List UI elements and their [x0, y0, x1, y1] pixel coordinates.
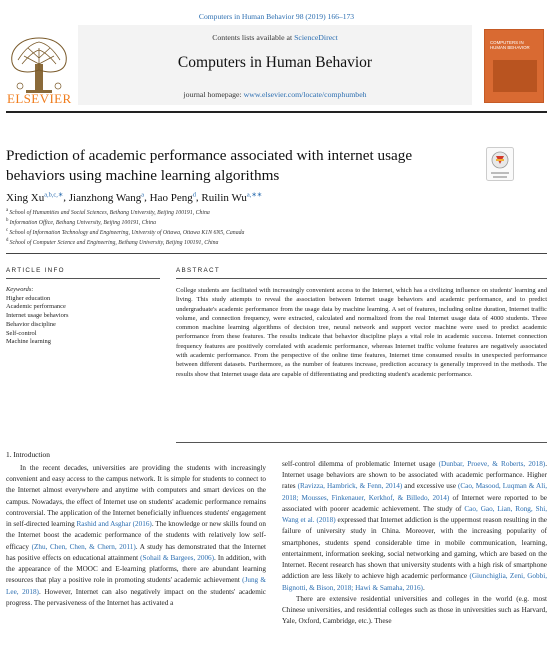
citation-link[interactable]: (Zhu, Chen, Chen, & Chern, 2011) [31, 542, 136, 551]
journal-header [6, 25, 547, 107]
body-text: In the recent decades, universities are providing the students with increasingly convenient and easy access to the campus network. It is simple for students to connect to the Internet almost everywhere and anytime with computers and smart devices on the campus. Nowadays, the effect of Internet use on students' academic performance remains controversial. The application of the Internet beneficially influences students' engagement in self-directed learning [6, 464, 266, 529]
body-paragraph [282, 459, 547, 594]
abstract-divider [176, 278, 547, 279]
cover-title: COMPUTERS IN HUMAN BEHAVIOR [490, 40, 530, 51]
keyword-item: Higher education [6, 294, 51, 302]
body-text: . Internet usage behaviors are shown to be associated with academic performance. Higher rates [282, 460, 547, 491]
body-paragraph: There are extensive residential universities and colleges in the world (e.g. most Chinese universities, and residential colleges such as those in universities such as Harvard, Yale, Oxford, Cambridge, etc.). These [282, 594, 547, 626]
article-info-heading: ARTICLE INFO [6, 267, 65, 274]
journal-title: Computers in Human Behavior [177, 54, 373, 71]
author-label: Hao Peng [149, 191, 193, 204]
keywords-title: Keywords: [6, 286, 34, 293]
introduction-heading: 1. Introduction [6, 450, 50, 459]
check-for-updates-icon[interactable] [486, 147, 514, 181]
header-divider [6, 111, 547, 113]
body-text: . [422, 583, 425, 592]
affiliation-text: School of Information Technology and Engineering, University of Ottawa, Ottawa K1N 6N5, Canada [9, 229, 245, 236]
body-text: . In addition, with the appearance of the MOOC and E-learning platforms, there are abundant learning resources that play a positive role in promoting students' academic achievement [6, 553, 266, 585]
citation-link[interactable]: (Dunbar, Proeve, & Roberts, 2018) [438, 460, 546, 468]
affiliation-item [6, 238, 536, 248]
keywords-block [6, 286, 160, 347]
affiliation-text: School of Humanities and Social Sciences, Beihang University, Beijing 100191, China [9, 209, 210, 216]
author-label: Xing Xu [6, 191, 45, 204]
body-text: self-control dilemma of problematic Internet usage [282, 460, 439, 468]
citation-link[interactable]: Rashid and Asghar (2016) [76, 520, 152, 529]
keyword-item: Self-control [6, 329, 37, 337]
affiliation-divider [6, 253, 547, 254]
homepage-link[interactable]: www.elsevier.com/locate/comphumbeh [243, 90, 367, 99]
homepage-prefix: journal homepage: [183, 90, 244, 99]
body-text: . A study has demonstrated that the Internet has positive effects on educational attainment [6, 542, 266, 562]
author-affiliation-marker[interactable]: d [192, 191, 196, 198]
author-name[interactable] [150, 192, 196, 204]
citation-link[interactable]: (Cao, Masood, Luqman & Ali, 2018; Mousses, Finkenauer, Kerkhof, & Billedo, 2014) [282, 482, 547, 502]
elsevier-wordmark: ELSEVIER [7, 91, 72, 106]
contents-line [78, 33, 472, 42]
author-list: Xing $Xu^{a,b,c,∗}$, Jianzhong Wang$^a$, Hao Peng$^d$, Ruilin $Wu^{a,∗∗}$ [6, 191, 263, 204]
contents-prefix: Contents lists available at [212, 33, 295, 42]
citation-link[interactable]: (Giunchiglia, Zeni, Gobbi, Bignotti, & Bison, 2018; Hawi & Samaha, 2016) [282, 572, 547, 592]
affiliation-text: School of Computer Science and Engineering, Beihang University, Beijing 100191, China [9, 239, 219, 246]
affiliation-item [6, 218, 536, 228]
abstract-text: College students are facilitated with increasingly convenient access to the Internet, which has a civilizing influence on students' learning and living. This study attempts to reveal the association between Internet usage behaviors and academic performance, and to predict undergraduate's academic performance from the usage data by machine learning. A set of features, including online duration, Internet traffic volume, and connection frequency, were extracted, calculated and normalized from the real Internet usage data of 4000 students. Three common machine learning algorithms of decision tree, neural network and support vector machine were used to predict academic performance from these features. The results indicate that behavior discipline plays a vital role in academic success. Internet connection frequency features are positively correlated with academic performance, whereas Internet traffic volume features are negatively associated with academic performance. From the perspective of the online time features, Internet time consumed results in unexpected performance between different datasets. Furthermore, as the number of features increase, prediction accuracy is generally improved in the methods. The results show that Internet usage data are capable of differentiating and predicting student's academic performance. [176, 287, 547, 378]
author-name[interactable] [69, 192, 144, 204]
body-right-column [282, 459, 547, 628]
affiliation-marker: b [6, 217, 10, 223]
journal-cover-image [484, 29, 544, 103]
body-text: . However, Internet can also negatively impact on the students' academic progress. The pervasiveness of the Internet has activated a [6, 587, 267, 607]
keyword-item: Behavior discipline [6, 320, 56, 328]
article-info-divider [6, 278, 160, 279]
keyword-item: Machine learning [6, 338, 51, 346]
body-text: expressed that Internet addiction is the uppermost reason resulting in the failure of university study in China. Moreover, with the increasing popularity of smartphones, students spend considerable time in mobile communication, learning, entertainment, information seeking, social networking and gaming, which are based on the Internet. Recent research has shown that university students with a high risk of smartphone addiction are less likely to achieve high academic performance [282, 516, 547, 581]
sciencedirect-link[interactable]: ScienceDirect [294, 33, 338, 42]
author-label: Ruilin Wu [201, 191, 247, 204]
paper-title: Prediction of academic performance associated with internet usage behaviors using machine learning algorithms [6, 147, 413, 184]
affiliation-marker: a [6, 208, 10, 213]
affiliation-text: Information Office, Beihang University, Beijing 100191, China [9, 219, 156, 226]
affiliation-marker: c [6, 227, 10, 233]
author-label: Jianzhong Wang [68, 191, 142, 204]
cover-graphic [493, 60, 537, 92]
citation-link[interactable]: Cao, Gao, Lian, Rong, Shi, Wang et al. (2018) [282, 504, 547, 525]
author-affiliation-marker[interactable]: a [141, 191, 145, 198]
journal-reference[interactable]: Computers in Human Behavior 98 (2019) 166–173 [198, 12, 355, 21]
body-text: of Internet were reported to be associated with poorer academic achievement. The study of [282, 493, 547, 513]
author-affiliation-marker[interactable]: a,∗∗ [246, 191, 263, 198]
affiliation-item [6, 228, 536, 238]
author-name[interactable] [6, 192, 63, 204]
keyword-item: Academic performance [6, 303, 66, 311]
affiliation-marker: d [6, 237, 10, 243]
abstract-heading: ABSTRACT [176, 267, 220, 274]
citation-link[interactable]: (Ravizza, Hambrick, & Fenn, 2014) [297, 482, 403, 491]
body-left-column [6, 463, 266, 609]
keywords-list [6, 295, 160, 347]
keyword-item: Internet usage behaviors [6, 312, 69, 320]
citation-link[interactable]: (Sohail & Bargees, 2006) [140, 553, 215, 562]
body-text: . The knowledge or new skills found on the Internet boost the academic performance of the students with relatively low self-efficacy [6, 520, 266, 551]
body-text: and excessive use [402, 482, 458, 491]
affiliation-list [6, 208, 536, 248]
author-name[interactable] [201, 192, 262, 204]
journal-title-box [78, 25, 472, 105]
homepage-line [78, 90, 472, 99]
citation-link[interactable]: (Jung & Lee, 2018) [6, 576, 266, 596]
author-affiliation-marker[interactable]: a,b,c,∗ [44, 191, 64, 198]
abstract-bottom-divider [176, 442, 547, 443]
affiliation-item [6, 208, 536, 218]
